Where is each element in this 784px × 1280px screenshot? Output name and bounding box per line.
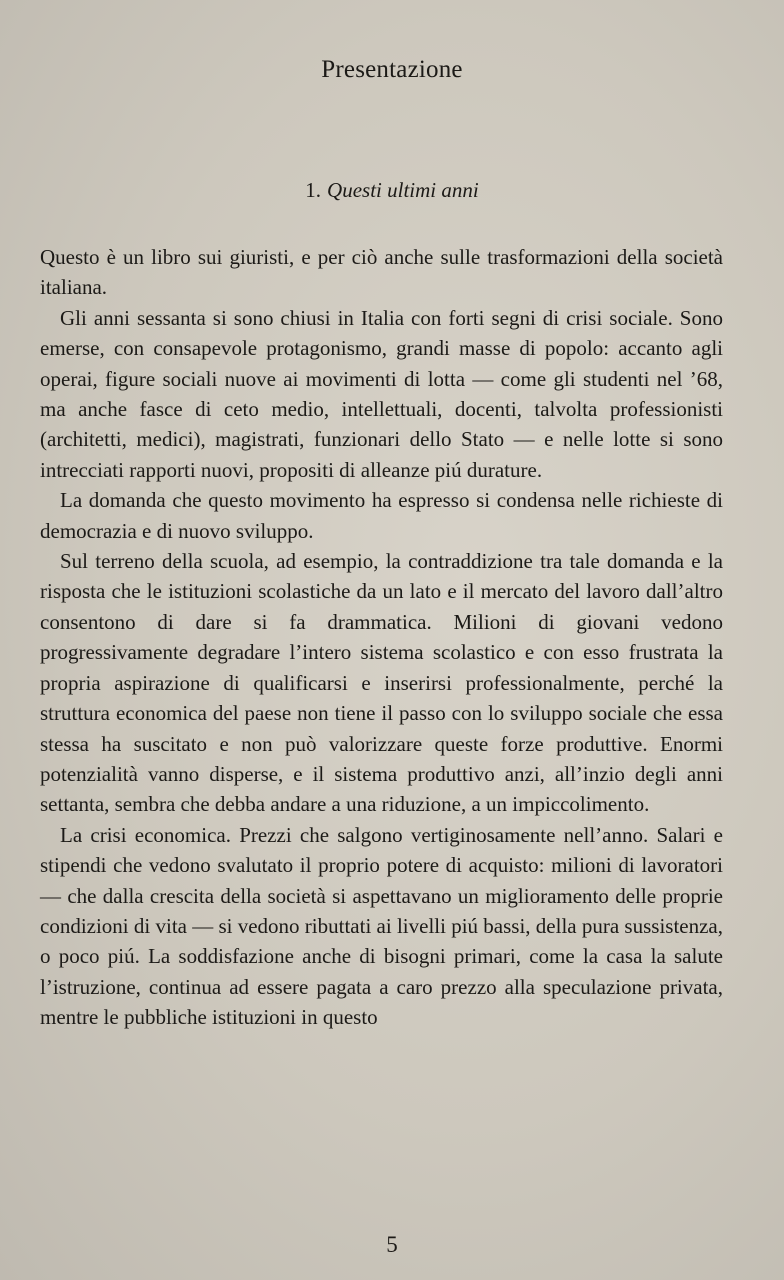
paragraph-5: La crisi economica. Prezzi che salgono vertiginosamente nell’anno. Salari e stipendi che vedono svalutato il proprio potere di acquisto: milioni di lavoratori — che dalla crescita della società si aspettavano un miglioramento delle proprie condizioni di vita — si vedono ributtati ai livelli piú bassi, della pura sussistenza, o poco piú. La soddisfazione anche di bisogni primari, come la casa la salute l’istruzione, continua ad essere pagata a caro prezzo alla speculazione privata, mentre le pubbliche istituzioni in questo xyxy=(40,822,723,1030)
page-heading: Presentazione xyxy=(321,56,463,83)
paragraph-3: La domanda che questo movimento ha espresso si condensa nelle richieste di democrazia e di nuovo sviluppo. xyxy=(40,488,723,543)
body-text xyxy=(40,242,723,1033)
paragraph-4: Sul terreno della scuola, ad esempio, la contraddizione tra tale domanda e la risposta che le istituzioni scolastiche da un lato e il mercato del lavoro dall’altro consentono di dare si fa drammatica. Milioni di giovani vedono progressivamente degradare l’intero sistema scolastico e con esso frustrata la propria aspirazione di qualificarsi e inserirsi professionalmente, perché la struttura economica del paese non tiene il passo con lo sviluppo sociale che essa stessa ha suscitato e non può valorizzare queste forze produttive. Enormi potenzialità vanno disperse, e il sistema produttivo anzi, all’inzio degli anni settanta, sembra che debba andare a una riduzione, a un impiccolimento. xyxy=(40,549,723,817)
page-number: 5 xyxy=(386,1232,398,1257)
paragraph-1: Questo è un libro sui giuristi, e per ciò anche sulle trasformazioni della società italiana. xyxy=(40,245,723,300)
paragraph-2: Gli anni sessanta si sono chiusi in Italia con forti segni di crisi sociale. Sono emerse, con consapevole protagonismo, grandi masse di popolo: accanto agli operai, figure sociali nuove ai movimenti di lotta — come gli studenti nel ’68, ma anche fasce di ceto medio, intellettuali, docenti, talvolta professionisti (architetti, medici), magistrati, funzionari dello Stato — e nelle lotte si sono intrecciati rapporti nuovi, propositi di alleanze piú durature. xyxy=(40,305,723,482)
section-title: Questi ultimi anni xyxy=(327,178,479,202)
section-number: 1. xyxy=(305,178,322,202)
section-heading xyxy=(0,178,784,203)
